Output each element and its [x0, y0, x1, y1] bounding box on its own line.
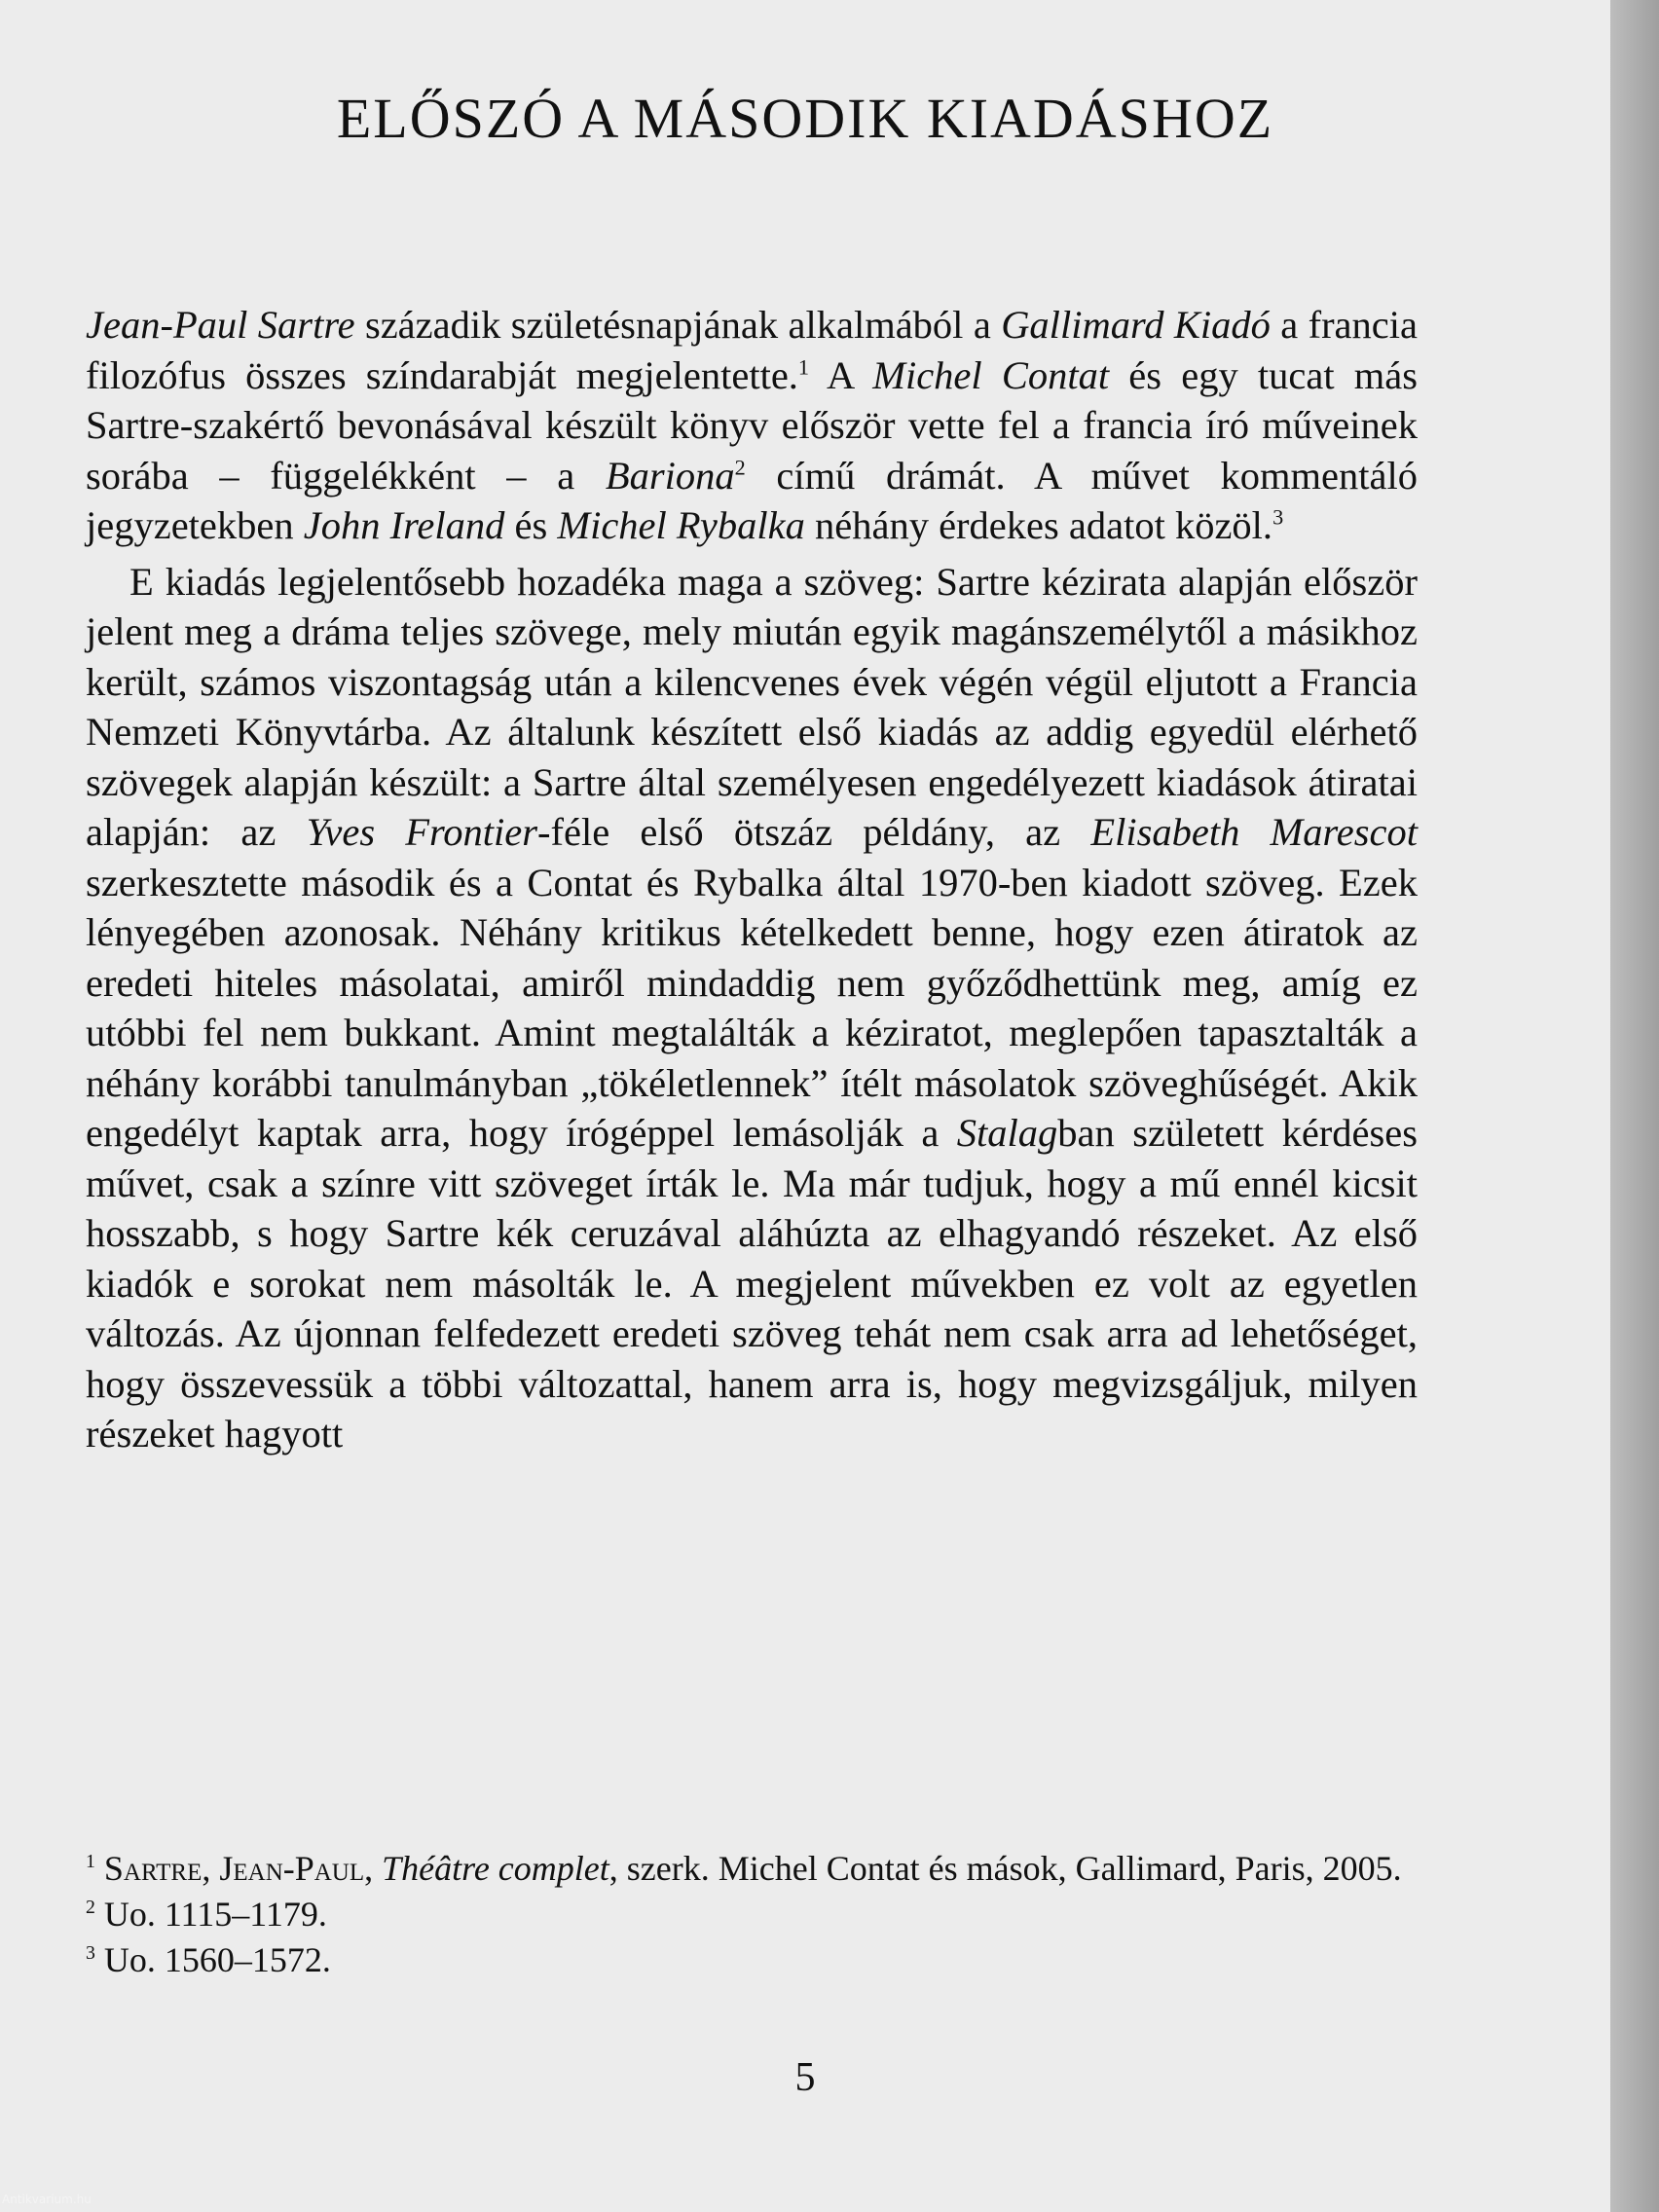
- footnotes: [86, 1846, 1418, 1983]
- watermark: Antikvarium.hu: [2, 2193, 92, 2206]
- text-run: -féle első ötszáz példány, az: [537, 810, 1091, 854]
- text-run: ban született kérdéses művet, csak a színre vitt szöveget írták le. Ma már tudjuk, hogy a mű ennél kicsit hosszabb, s hogy Sartre kék ceruzával aláhúzta az elhagyandó részeket. Az első kiadók e sorokat nem másolták le. A megjelent művekben ez volt az egyetlen változás. Az újonnan felfedezett eredeti szöveg tehát nem csak arra ad lehetőséget, hogy összevessük a többi változattal, hanem arra is, hogy megvizsgáljuk, milyen részeket hagyott: [86, 1111, 1419, 1456]
- footnote-text: Uo. 1560–1572.: [103, 1940, 331, 1979]
- text-run: A: [809, 352, 873, 397]
- text-run: a francia filozófus összes színdarabját megjelentette.: [86, 303, 1418, 397]
- person-name: Michel Contat: [872, 352, 1110, 397]
- footnote-text: , szerk. Michel Contat és mások, Gallimard, Paris, 2005.: [608, 1849, 1402, 1888]
- footnote-text: Uo. 1115–1179.: [103, 1895, 327, 1934]
- footnote-3: [86, 1937, 1418, 1983]
- footnote-author: Sartre, Jean-Paul,: [103, 1849, 374, 1888]
- footnote-ref-3: 3: [1272, 504, 1284, 530]
- text-run: és: [504, 503, 558, 547]
- footnote-number: 2: [86, 1897, 95, 1918]
- person-name: Elisabeth Marescot: [1090, 810, 1418, 854]
- chapter-title: ELŐSZÓ A MÁSODIK KIADÁSHOZ: [336, 87, 1274, 150]
- person-name: Michel Rybalka: [557, 503, 805, 547]
- footnote-ref-1: 1: [797, 354, 810, 379]
- paragraph-2: [86, 557, 1418, 1459]
- text-run: E kiadás legjelentősebb hozadéka maga a szöveg: Sartre kézirata alapján először jelent meg a dráma teljes szövege, mely miután egyik magánszemélytől a másikhoz került, számos viszontagság után a kilencvenes évek végén végül eljutott a Francia Nemzeti Könyvtárba. Az általunk készített első kiadás az addig egyedül elérhető szövegek alapján készült: a Sartre által személyesen engedélyezett kiadások átiratai alapján: az: [86, 559, 1418, 854]
- person-name: Yves Frontier: [306, 810, 538, 854]
- paragraph-1: [86, 300, 1418, 551]
- author-name: Jean-Paul Sartre: [86, 303, 355, 347]
- text-run: című drámát. A művet kommentáló jegyzetekben: [86, 453, 1418, 547]
- page-number: 5: [794, 2055, 816, 2100]
- text-run: néhány érdekes adatot közöl.: [804, 503, 1273, 547]
- footnote-2: [86, 1892, 1418, 1937]
- place-name: Stalag: [956, 1111, 1058, 1155]
- footnote-1: [86, 1846, 1418, 1892]
- body-text: [86, 300, 1418, 1459]
- text-run: és egy tucat más Sartre-szakértő bevonásával készült könyv először vette fel a francia író műveinek sorába – függelékként – a: [86, 352, 1419, 498]
- adjacent-page-edge: [1610, 0, 1659, 2212]
- person-name: John Ireland: [303, 503, 505, 547]
- footnote-work-title: Théâtre complet: [382, 1849, 609, 1888]
- publisher-name: Gallimard Kiadó: [1001, 303, 1271, 347]
- work-title: Bariona: [605, 453, 735, 498]
- footnote-ref-2: 2: [734, 455, 746, 479]
- text-run: szerkesztette második és a Contat és Rybalka által 1970-ben kiadott szöveg. Ezek lényegében azonosak. Néhány kritikus kételkedett benne, hogy ezen átiratok az eredeti hiteles másolatai, amiről mindaddig nem győződhettünk meg, amíg ez utóbbi fel nem bukkant. Amint megtalálták a kéziratot, meglepően tapasztalták a néhány korábbi tanulmányban „tökéletlennek” ítélt másolatok szöveghűségét. Akik engedélyt kaptak arra, hogy írógéppel lemásolják a: [86, 860, 1418, 1155]
- text-run: századik születésnapjának alkalmából a: [354, 303, 1002, 347]
- footnote-number: 3: [86, 1942, 95, 1964]
- footnote-number: 1: [86, 1851, 95, 1872]
